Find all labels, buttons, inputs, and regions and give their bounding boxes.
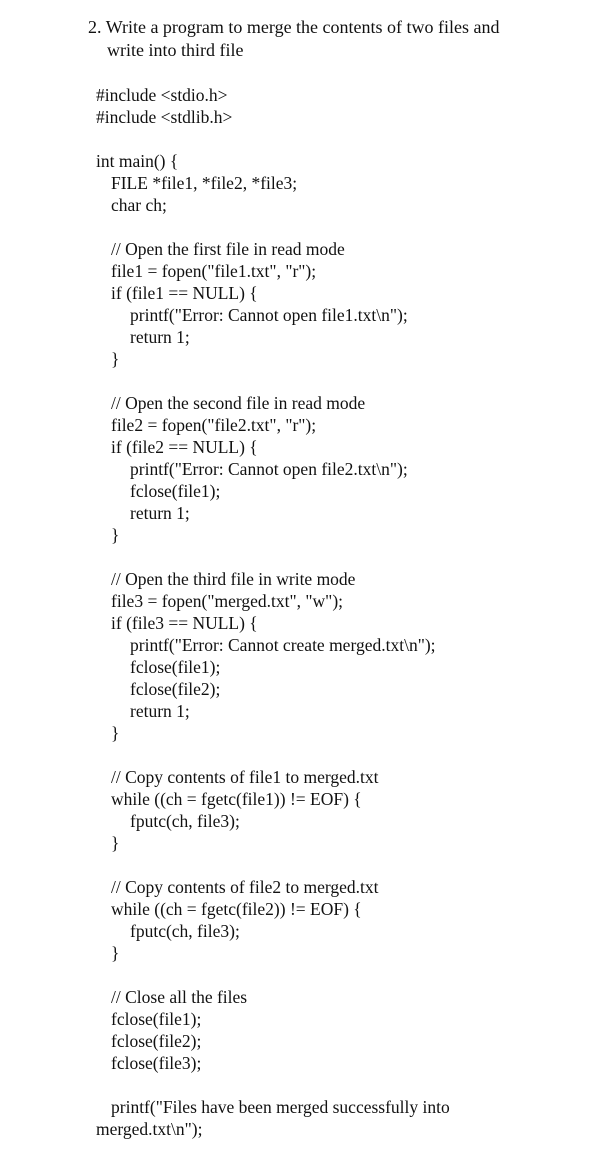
code-line: fclose(file1); [130,657,221,677]
code-line: printf("Error: Cannot open file1.txt\n"); [130,305,408,325]
code-line: fclose(file1); [130,481,221,501]
code-line: return 1; [130,327,190,347]
question-number: 2. [88,17,102,37]
code-line: fclose(file1); [111,1009,202,1029]
code-comment: // Open the second file in read mode [111,393,366,413]
code-line: while ((ch = fgetc(file1)) != EOF) { [111,789,362,809]
code-line: file2 = fopen("file2.txt", "r"); [111,415,317,435]
code-line: if (file2 == NULL) { [111,437,258,457]
question-title-line1: Write a program to merge the contents of two files and [105,17,500,37]
code-line: #include <stdio.h> [96,85,228,105]
code-line: return 1; [130,701,190,721]
code-line: } [111,525,120,545]
code-comment: // Copy contents of file1 to merged.txt [111,767,379,787]
code-line: fclose(file2); [111,1031,202,1051]
code-line: fputc(ch, file3); [130,921,240,941]
code-line: } [111,833,120,853]
question-title-line2: write into third file [107,40,244,60]
code-line: file1 = fopen("file1.txt", "r"); [111,261,317,281]
code-line: if (file3 == NULL) { [111,613,258,633]
code-line: if (file1 == NULL) { [111,283,258,303]
code-line: printf("Error: Cannot create merged.txt\n"); [130,635,436,655]
code-line: FILE *file1, *file2, *file3; [111,173,298,193]
code-line: while ((ch = fgetc(file2)) != EOF) { [111,899,362,919]
code-line: #include <stdlib.h> [96,107,233,127]
code-comment: // Open the first file in read mode [111,239,345,259]
code-comment: // Close all the files [111,987,248,1007]
question-heading [88,16,568,62]
code-line: int main() { [96,151,179,171]
code-line: return 1; [130,503,190,523]
code-line: fclose(file2); [130,679,221,699]
code-line: printf("Error: Cannot open file2.txt\n"); [130,459,408,479]
code-line: char ch; [111,195,167,215]
code-line: merged.txt\n"); [96,1119,203,1139]
code-line: printf("Files have been merged successfully into [111,1097,450,1117]
code-line: fclose(file3); [111,1053,202,1073]
code-line: } [111,943,120,963]
code-line: } [111,723,120,743]
code-comment: // Open the third file in write mode [111,569,356,589]
code-comment: // Copy contents of file2 to merged.txt [111,877,379,897]
code-line: file3 = fopen("merged.txt", "w"); [111,591,344,611]
code-line: fputc(ch, file3); [130,811,240,831]
code-line: } [111,349,120,369]
